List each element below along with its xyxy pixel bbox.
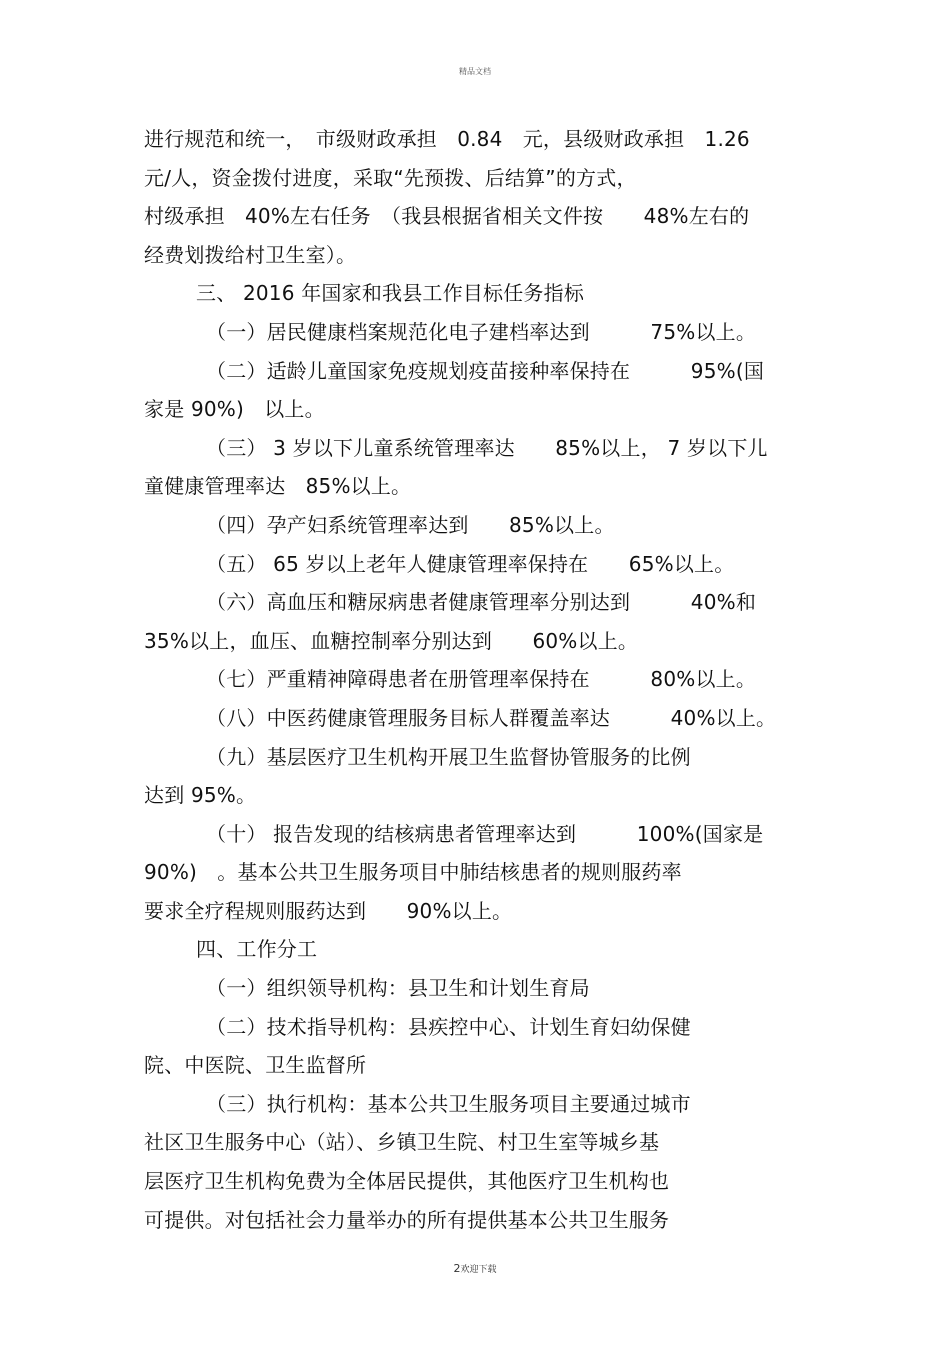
text-line: 家是 90%) 以上。 — [144, 397, 325, 422]
page-number: 2 — [453, 1262, 461, 1275]
text-line: 经费划拨给村卫生室）。 — [144, 242, 357, 267]
text-line: 元/人，资金拨付进度，采取“先预拨、后结算”的方式， — [144, 165, 637, 190]
text-line: （一）组织领导机构：县卫生和计划生育局 — [206, 976, 590, 1001]
text-line: 层医疗卫生机构免费为全体居民提供，其他医疗卫生机构也 — [144, 1169, 670, 1194]
text-line: 村级承担 40%左右任务 （我县根据省相关文件按 48%左右的 — [144, 204, 750, 229]
text-line: （四）孕产妇系统管理率达到 85%以上。 — [206, 512, 615, 537]
text-line: （一）居民健康档案规范化电子建档率达到 75%以上。 — [206, 319, 757, 344]
text-line: 童健康管理率达 85%以上。 — [144, 474, 412, 499]
text-line: （十） 报告发现的结核病患者管理率达到 100%(国家是 — [206, 821, 764, 846]
text-line: （三） 3 岁以下儿童系统管理率达 85%以上， 7 岁以下儿 — [206, 435, 768, 460]
text-line: 社区卫生服务中心（站）、乡镇卫生院、村卫生室等城乡基 — [144, 1130, 660, 1155]
text-line: 90%) 。基本公共卫生服务项目中肺结核患者的规则服药率 — [144, 860, 682, 885]
document-body — [144, 120, 814, 1239]
text-line: （六）高血压和糖尿病患者健康管理率分别达到 40%和 — [206, 590, 757, 615]
text-line: （三）执行机构：基本公共卫生服务项目主要通过城市 — [206, 1091, 691, 1116]
page-header: 精品文档 — [459, 67, 491, 76]
text-line: （二）适龄儿童国家免疫规划疫苗接种率保持在 95%(国 — [206, 358, 765, 383]
text-line: 院、中医院、卫生监督所 — [144, 1053, 367, 1078]
text-line: （二）技术指导机构：县疾控中心、计划生育妇幼保健 — [206, 1014, 691, 1039]
text-line: 进行规范和统一， 市级财政承担 0.84 元，县级财政承担 1.26 — [144, 127, 750, 151]
text-line: （九）基层医疗卫生机构开展卫生监督协管服务的比例 — [206, 744, 691, 769]
text-line: （五） 65 岁以上老年人健康管理率保持在 65%以上。 — [206, 551, 735, 576]
text-line: （八）中医药健康管理服务目标人群覆盖率达 40%以上。 — [206, 705, 777, 730]
text-line: 35%以上，血压、血糖控制率分别达到 60%以上。 — [144, 628, 639, 653]
text-line: 可提供。对包括社会力量举办的所有提供基本公共卫生服务 — [144, 1207, 670, 1232]
text-line: 要求全疗程规则服药达到 90%以上。 — [144, 898, 513, 923]
footer-text: 欢迎下载 — [460, 1265, 497, 1275]
text-line: （七）严重精神障碍患者在册管理率保持在 80%以上。 — [206, 667, 757, 692]
text-line: 达到 95%。 — [144, 783, 257, 808]
page-footer — [0, 1262, 950, 1275]
text-line: 四、工作分工 — [196, 937, 318, 962]
text-line: 三、 2016 年国家和我县工作目标任务指标 — [196, 281, 585, 306]
